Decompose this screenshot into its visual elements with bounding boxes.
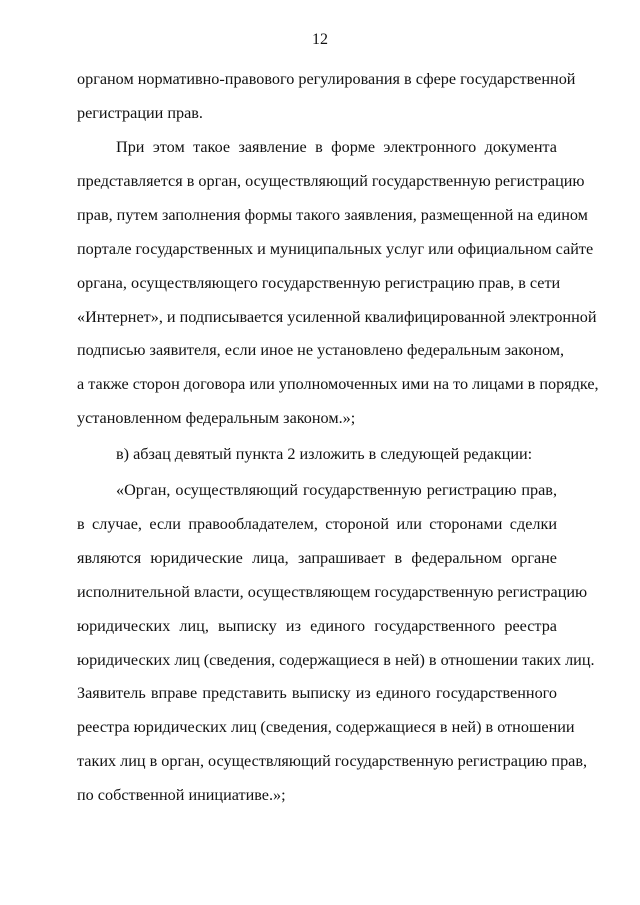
text-line: регистрации прав. [77, 103, 203, 122]
text-line: «Орган, осуществляющий государственную регистрацию прав, [116, 481, 557, 499]
text-line: юридических лиц, выписку из единого государственного реестра [77, 616, 557, 635]
text-line: «Интернет», и подписывается усиленной квалифицированной электронной [77, 307, 597, 326]
text-line: При этом такое заявление в форме электронного документа [116, 138, 557, 156]
paragraph-quoted-amendment [77, 474, 595, 813]
text-line: таких лиц в орган, осуществляющий государственную регистрацию прав, [77, 752, 588, 771]
text-line: представляется в орган, осуществляющий государственную регистрацию [77, 171, 585, 190]
text-line: являются юридические лица, запрашивает в федеральном органе [77, 548, 557, 567]
text-line: прав, путем заполнения формы такого заявления, размещенной на едином [77, 205, 588, 224]
text-line: юридических лиц (сведения, содержащиеся в ней) в отношении таких лиц. [77, 650, 595, 669]
text-line: в) абзац девятый пункта 2 изложить в следующей редакции: [116, 445, 533, 463]
text-line: портале государственных и муниципальных услуг или официальном сайте [77, 239, 594, 258]
text-line: установленном федеральным законом.»; [77, 409, 356, 428]
page-number: 12 [312, 31, 328, 48]
text-line: органом нормативно-правового регулирования в сфере государственной [77, 70, 576, 88]
text-line: исполнительной власти, осуществляющем государственную регистрацию [77, 582, 588, 601]
text-line: в случае, если правообладателем, стороной или сторонами сделки [77, 514, 557, 533]
text-line: Заявитель вправе представить выписку из единого государственного [77, 684, 557, 703]
paragraph-amendment-instruction [77, 438, 557, 472]
paragraph-continuation [77, 63, 576, 131]
text-line: подписью заявителя, если иное не установлено федеральным законом, [77, 341, 565, 360]
paragraph-electronic-application [77, 131, 599, 436]
text-line: реестра юридических лиц (сведения, содержащиеся в ней) в отношении [77, 718, 575, 737]
text-line: органа, осуществляющего государственную регистрацию прав, в сети [77, 273, 561, 292]
text-line: а также сторон договора или уполномоченных ими на то лицами в порядке, [77, 375, 599, 394]
text-line: по собственной инициативе.»; [77, 786, 286, 805]
